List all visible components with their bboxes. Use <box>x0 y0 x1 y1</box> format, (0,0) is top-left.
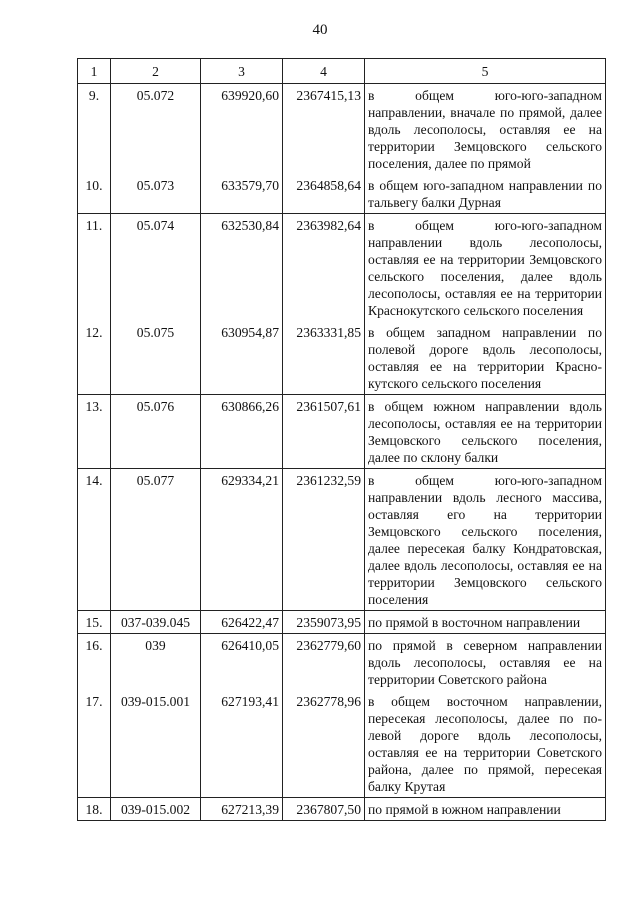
boundary-description: по прямой в восточном направлении <box>365 611 606 634</box>
table-row <box>78 611 606 634</box>
row-number: 12. <box>78 321 111 395</box>
x-coordinate: 627213,39 <box>201 798 283 821</box>
row-number: 10. <box>78 174 111 214</box>
column-header: 3 <box>201 59 283 84</box>
boundary-description: в общем юго-юго-западном направлении, вначале по прямой, далее вдоль лесополосы, оставляя ее на территории Земцовского сельского поселения, далее по прямой <box>365 84 606 175</box>
boundary-description: в общем юго-юго-западном направлении вдоль лесополосы, оставляя ее на территории Земцовского сельского поселения, далее вдоль лесополосы, оставляя ее на территории Краснокутского сельского поселения <box>365 214 606 322</box>
y-coordinate: 2363982,64 <box>283 214 365 322</box>
table-row <box>78 469 606 611</box>
column-header: 5 <box>365 59 606 84</box>
row-number: 13. <box>78 395 111 469</box>
x-coordinate: 630954,87 <box>201 321 283 395</box>
table-row <box>78 84 606 175</box>
y-coordinate: 2362778,96 <box>283 690 365 798</box>
x-coordinate: 633579,70 <box>201 174 283 214</box>
page-number: 40 <box>312 22 328 38</box>
y-coordinate: 2362779,60 <box>283 634 365 691</box>
boundary-description: в общем юго-юго-западном направлении вдоль лесного массива, оставляя его на территории Земцовского сельского поселения, далее пересекая балку Кондратовская, далее вдоль лесополосы, оставляя ее на территории Земцовского сельского поселения <box>365 469 606 611</box>
x-coordinate: 630866,26 <box>201 395 283 469</box>
x-coordinate: 629334,21 <box>201 469 283 611</box>
boundary-description: по прямой в северном направлении вдоль лесополосы, оставляя ее на территории Советского района <box>365 634 606 691</box>
x-coordinate: 627193,41 <box>201 690 283 798</box>
boundary-description: в общем западном направлении по полевой дороге вдоль лесополосы, оставляя ее на территории Краснокутского сельского поселения <box>365 321 606 395</box>
x-coordinate: 626422,47 <box>201 611 283 634</box>
point-code: 05.076 <box>111 395 201 469</box>
y-coordinate: 2364858,64 <box>283 174 365 214</box>
point-code: 05.077 <box>111 469 201 611</box>
table-row <box>78 634 606 691</box>
boundary-description: в общем юго-западном направлении по тальвегу балки Дурная <box>365 174 606 214</box>
x-coordinate: 632530,84 <box>201 214 283 322</box>
point-code: 05.074 <box>111 214 201 322</box>
table-row <box>78 690 606 798</box>
y-coordinate: 2367415,13 <box>283 84 365 175</box>
boundary-table <box>77 58 606 821</box>
y-coordinate: 2361507,61 <box>283 395 365 469</box>
table-row <box>78 214 606 322</box>
row-number: 14. <box>78 469 111 611</box>
x-coordinate: 626410,05 <box>201 634 283 691</box>
point-code: 05.073 <box>111 174 201 214</box>
table-row <box>78 321 606 395</box>
table-header-row <box>78 59 606 84</box>
column-header: 1 <box>78 59 111 84</box>
point-code: 037-039.045 <box>111 611 201 634</box>
point-code: 039 <box>111 634 201 691</box>
table-row <box>78 174 606 214</box>
boundary-description: по прямой в южном направлении <box>365 798 606 821</box>
boundary-description: в общем южном направлении вдоль лесополосы, оставляя ее на территории Земцовского сельского поселения, далее по склону балки <box>365 395 606 469</box>
table-row <box>78 798 606 821</box>
row-number: 16. <box>78 634 111 691</box>
boundary-description: в общем восточном направлении, пересекая лесополосы, далее по полевой дороге вдоль лесополосы, оставляя ее на территории Советского района, далее по прямой, пересекая балку Крутая <box>365 690 606 798</box>
table-row <box>78 395 606 469</box>
point-code: 05.072 <box>111 84 201 175</box>
y-coordinate: 2367807,50 <box>283 798 365 821</box>
column-header: 2 <box>111 59 201 84</box>
row-number: 18. <box>78 798 111 821</box>
row-number: 11. <box>78 214 111 322</box>
row-number: 15. <box>78 611 111 634</box>
x-coordinate: 639920,60 <box>201 84 283 175</box>
point-code: 039-015.002 <box>111 798 201 821</box>
y-coordinate: 2361232,59 <box>283 469 365 611</box>
row-number: 17. <box>78 690 111 798</box>
row-number: 9. <box>78 84 111 175</box>
y-coordinate: 2359073,95 <box>283 611 365 634</box>
column-header: 4 <box>283 59 365 84</box>
point-code: 039-015.001 <box>111 690 201 798</box>
point-code: 05.075 <box>111 321 201 395</box>
y-coordinate: 2363331,85 <box>283 321 365 395</box>
